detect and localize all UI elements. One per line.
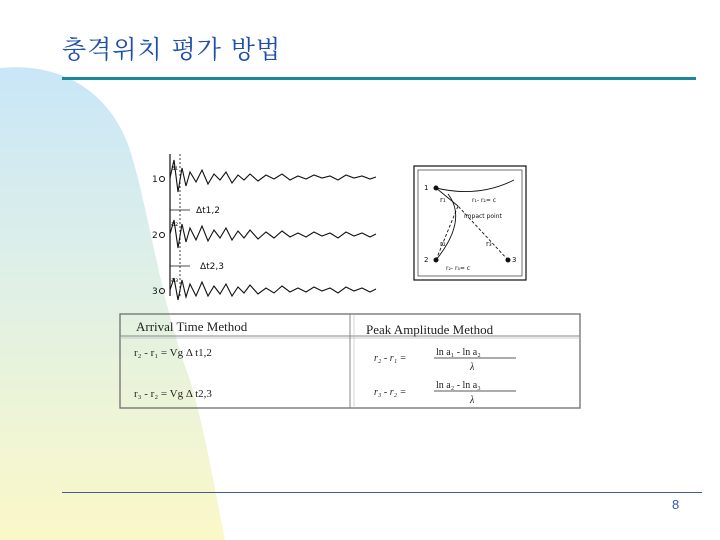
impact-point-label: impact point — [464, 213, 502, 220]
peak-eq-2-lhs: r₃ - r₂ = — [374, 387, 407, 398]
r-label-2: r₂ — [440, 240, 446, 248]
delta-t-23-label: Δt2,3 — [200, 262, 224, 272]
node-label-1: 1 — [424, 184, 429, 192]
header-arrival-time: Arrival Time Method — [136, 319, 248, 334]
page-title: 충격위치 평가 방법 — [62, 35, 282, 64]
amplitude-label-1: a₁ — [171, 164, 179, 172]
sensor-label-3: 3 — [152, 287, 158, 297]
figure-impact-location — [118, 150, 582, 412]
waveform-panel — [152, 154, 376, 300]
r-label-1: r₁ — [440, 196, 446, 204]
sensor-label-2: 2 — [152, 231, 158, 241]
arrival-eq-1: r₂ - r₁ = Vg Δ t1,2 — [134, 347, 212, 359]
equation-a: r₁- r₂= c — [472, 197, 497, 204]
arrival-eq-2: r₃ - r₂ = Vg Δ t2,3 — [134, 388, 212, 400]
delta-t-12-label: Δt1,2 — [196, 206, 220, 216]
peak-eq-1-numerator: ln a₁ - ln a₂ — [436, 347, 481, 358]
footer-rule — [62, 492, 702, 493]
amplitude-label-3: a₃ — [171, 276, 179, 284]
geometry-panel — [414, 166, 526, 280]
method-table — [120, 314, 580, 408]
peak-eq-1-denominator: λ — [470, 362, 475, 373]
node-label-2: 2 — [424, 256, 429, 264]
r-label-3: r₃ — [486, 240, 492, 248]
node-label-3: 3 — [512, 256, 517, 264]
sensor-label-1: 1 — [152, 175, 158, 185]
amplitude-label-2: a₂ — [171, 220, 179, 228]
equation-b: r₂- r₃= c — [446, 265, 471, 272]
waveform-3 — [170, 278, 376, 300]
peak-eq-2-denominator: λ — [470, 395, 475, 406]
header-peak-amplitude: Peak Amplitude Method — [366, 322, 494, 337]
waveform-2 — [170, 220, 376, 248]
page-number: 8 — [672, 497, 680, 512]
title-underline — [62, 77, 696, 80]
peak-eq-1-lhs: r₂ - r₁ = — [374, 353, 407, 364]
waveform-1 — [170, 160, 376, 192]
peak-eq-2-numerator: ln a₂ - ln a₃ — [436, 380, 481, 391]
